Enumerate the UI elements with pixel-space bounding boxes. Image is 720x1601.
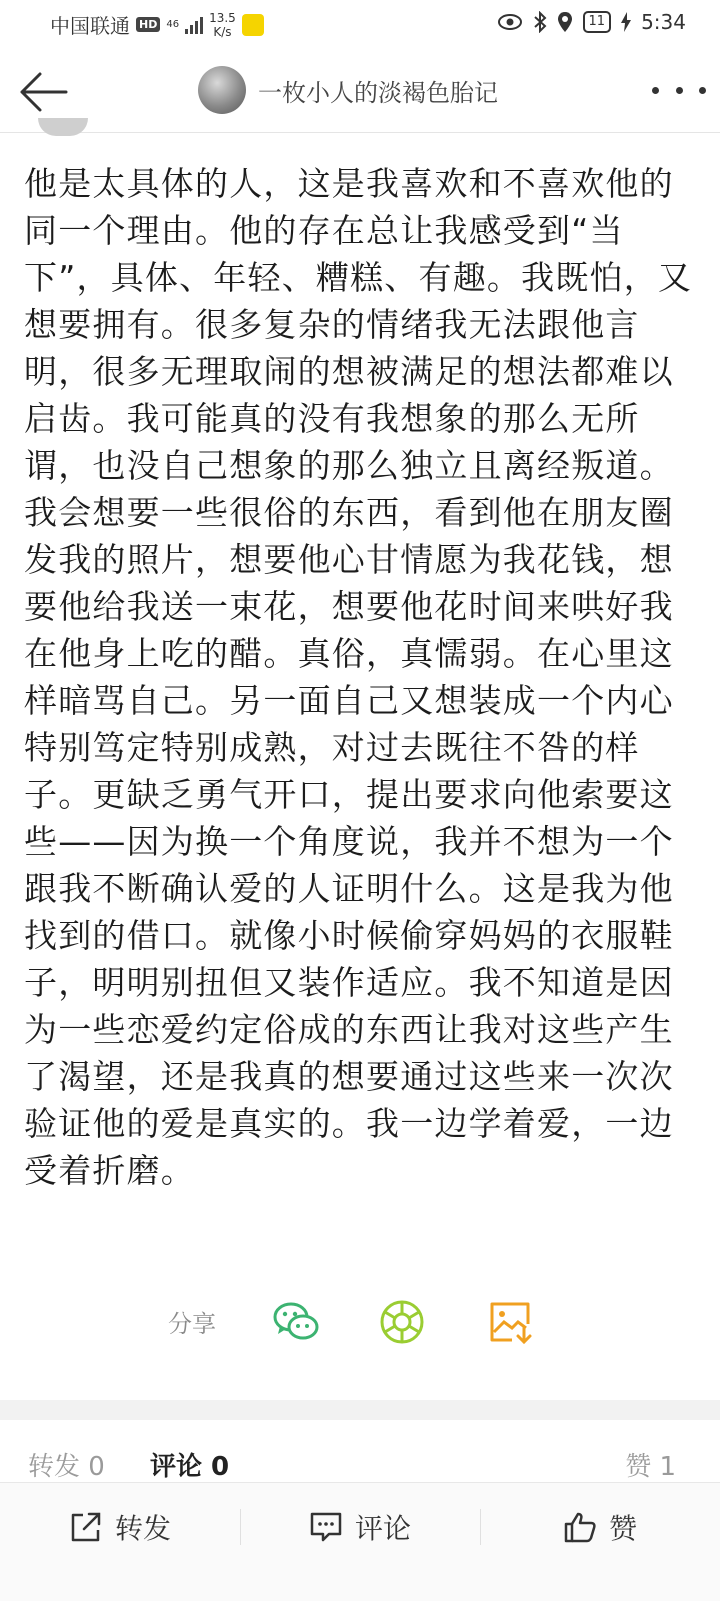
interaction-tabs <box>0 1440 720 1484</box>
repost-label: 转发 <box>114 1512 171 1545</box>
share-label: 分享 <box>168 1310 216 1338</box>
avatar[interactable] <box>198 66 246 114</box>
share-row <box>0 1290 720 1350</box>
speed-value: 13.5 <box>209 10 236 25</box>
signal-icon <box>185 16 203 34</box>
back-button[interactable] <box>14 66 70 118</box>
back-arrow-icon <box>14 66 70 118</box>
status-right <box>497 10 686 34</box>
author-avatar-partial <box>38 118 88 136</box>
repost-icon <box>69 1510 103 1544</box>
page-title[interactable]: 一枚小人的淡褐色胎记 <box>258 78 498 107</box>
charging-icon <box>621 12 631 32</box>
battery-icon: 11 <box>583 11 612 33</box>
like-button[interactable] <box>480 1483 720 1571</box>
wechat-share-button[interactable] <box>272 1298 320 1346</box>
repost-button[interactable] <box>0 1483 240 1571</box>
tab-comment[interactable]: 评论 0 <box>150 1452 230 1482</box>
location-icon <box>557 11 573 33</box>
author-header[interactable] <box>198 66 498 114</box>
tab-like[interactable]: 赞 1 <box>625 1452 676 1482</box>
status-left <box>50 10 264 39</box>
more-dot-icon <box>652 87 659 94</box>
clock: 5:34 <box>641 10 686 34</box>
status-bar <box>0 0 720 52</box>
nav-bar <box>0 52 720 133</box>
bluetooth-icon <box>533 11 547 33</box>
more-dot-icon <box>699 87 706 94</box>
network-speed <box>209 11 236 39</box>
speed-unit: K/s <box>213 24 232 39</box>
like-label: 赞 <box>608 1512 637 1545</box>
more-button[interactable] <box>652 76 706 104</box>
save-image-button[interactable] <box>486 1298 534 1346</box>
post-body: 他是太具体的人，这是我喜欢和不喜欢他的同一个理由。他的存在总让我感受到“当下”，具体、年轻、糟糕、有趣。我既怕，又想要拥有。很多复杂的情绪我无法跟他言明，很多无理取闹的想被满足的想法都难以启齿。我可能真的没有我想象的那么无所谓，也没自己想象的那么独立且离经叛道。我会想要一些很俗的东西，看到他在朋友圈发我的照片，想要他心甘情愿为我花钱，想要他给我送一束花，想要他花时间来哄好我在他身上吃的醋。真俗，真懦弱。在心里这样暗骂自己。另一面自己又想装成一个内心特别笃定特别成熟，对过去既往不咎的样子。更缺乏勇气开口，提出要求向他索要这些——因为换一个角度说，我并不想为一个跟我不断确认爱的人证明什么。这是我为他找到的借口。就像小时候偷穿妈妈的衣服鞋子，明明别扭但又装作适应。我不知道是因为一些恋爱约定俗成的东西让我对这些产生了渴望，还是我真的想要通过这些来一次次验证他的爱是真实的。我一边学着爱，一边受着折磨。 <box>24 164 693 1190</box>
comment-label: 评论 <box>354 1512 411 1545</box>
section-divider <box>0 1400 720 1420</box>
save-image-icon <box>486 1298 534 1346</box>
wechat-icon <box>272 1298 320 1346</box>
network-type: 46 <box>166 18 180 30</box>
moments-icon <box>378 1298 426 1346</box>
thumbs-up-icon <box>563 1510 597 1544</box>
comment-button[interactable] <box>240 1483 480 1571</box>
app-notification-icon <box>242 14 264 36</box>
bottom-action-bar <box>0 1482 720 1601</box>
carrier-label: 中国联通 <box>50 14 130 38</box>
comment-icon <box>309 1510 343 1544</box>
eye-icon <box>497 13 523 31</box>
tab-repost[interactable]: 转发 0 <box>28 1452 105 1482</box>
moments-share-button[interactable] <box>378 1298 426 1346</box>
more-dot-icon <box>676 87 683 94</box>
hd-icon: HD <box>136 17 160 32</box>
